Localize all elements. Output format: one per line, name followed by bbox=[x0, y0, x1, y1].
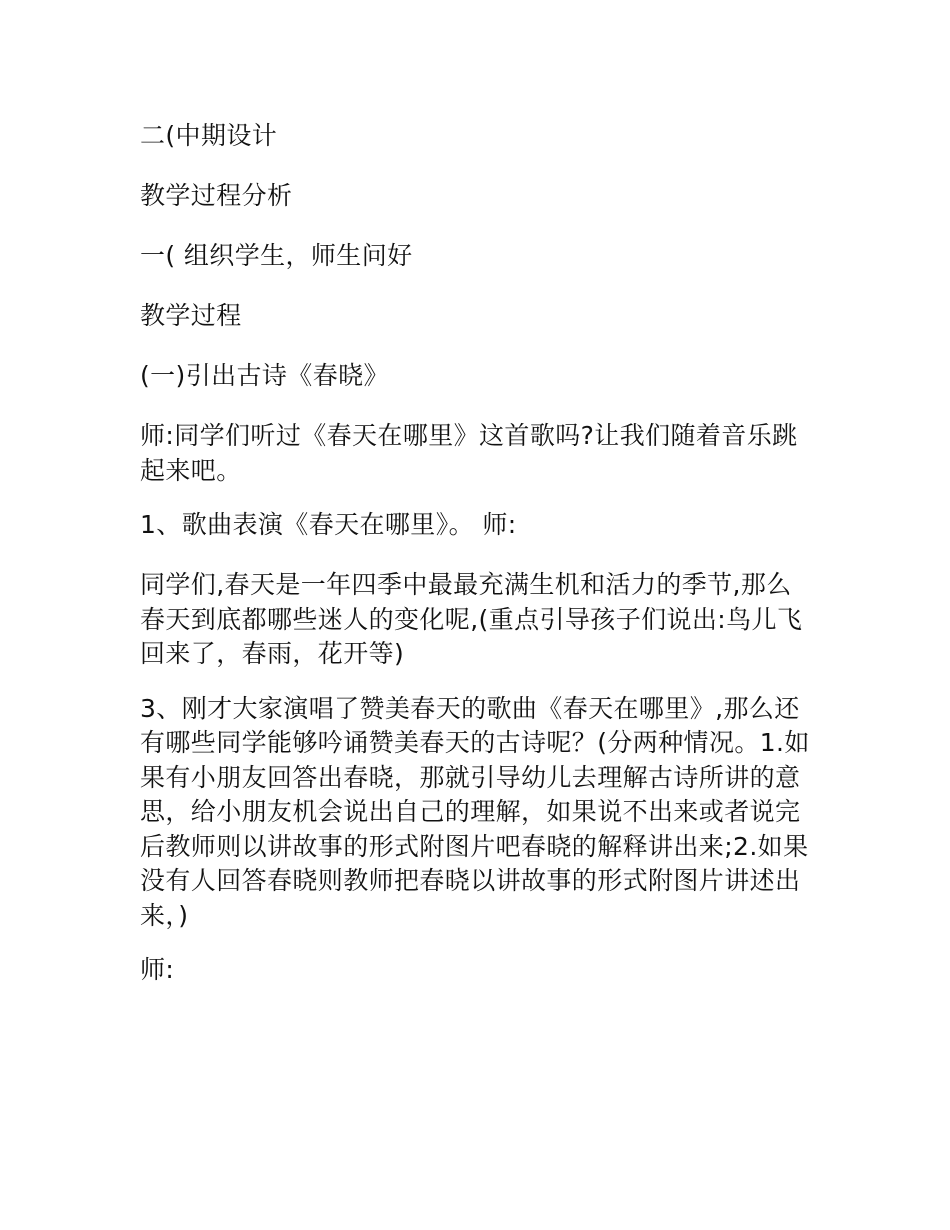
step-heading: (一)引出古诗《春晓》 bbox=[140, 361, 389, 390]
section-heading: 二(中期设计 bbox=[140, 121, 278, 150]
body-paragraph: 师: bbox=[140, 955, 175, 984]
body-paragraph: 1、歌曲表演《春天在哪里》。 师: bbox=[140, 510, 517, 539]
body-paragraph: 同学们,春天是一年四季中最最充满生机和活力的季节,那么春天到底都哪些迷人的变化呢,(重点引导孩子们说出:鸟儿飞回来了，春雨，花开等) bbox=[140, 570, 803, 668]
body-paragraph: 3、刚才大家演唱了赞美春天的歌曲《春天在哪里》,那么还有哪些同学能够吟诵赞美春天的古诗呢？(分两种情况。1.如果有小朋友回答出春晓，那就引导幼儿去理解古诗所讲的意思，给小朋友机会说出自己的理解，如果说不出来或者说完后教师则以讲故事的形式附图片吧春晓的解释讲出来;2.如果没有人回答春晓则教师把春晓以讲故事的形式附图片讲述出来，) bbox=[140, 693, 810, 930]
body-paragraph: 师:同学们听过《春天在哪里》这首歌吗?让我们随着音乐跳起来吧。 bbox=[140, 421, 798, 485]
document-page bbox=[140, 119, 812, 988]
subsection-heading: 教学过程 bbox=[140, 301, 242, 330]
subsection-heading: 教学过程分析 bbox=[140, 181, 293, 210]
step-heading: 一( 组织学生，师生问好 bbox=[140, 241, 413, 270]
